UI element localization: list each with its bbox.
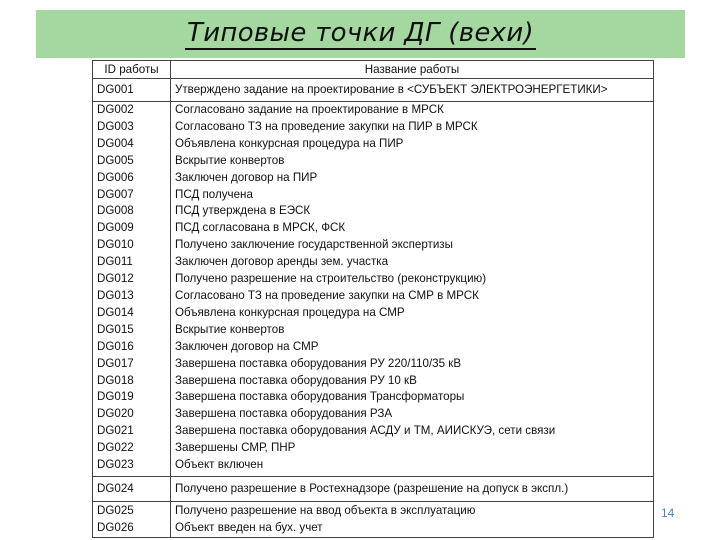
work-id: DG021 [97, 424, 134, 438]
work-id: DG022 [97, 441, 134, 455]
work-id: DG003 [97, 119, 134, 133]
work-name: Получено разрешение на ввод объекта в эксплуатацию [175, 504, 476, 517]
table-row [93, 502, 654, 538]
work-id: DG025 [97, 504, 134, 517]
table-row [93, 79, 654, 102]
work-id: DG010 [97, 238, 134, 252]
work-name: Завершены СМР, ПНР [175, 441, 296, 455]
name-cell [171, 79, 654, 102]
work-id: DG007 [97, 187, 134, 201]
work-name: Заключен договор на ПИР [175, 170, 318, 184]
id-cell [93, 502, 171, 538]
slide-title [36, 10, 685, 58]
work-id: DG013 [97, 288, 134, 302]
work-name: Заключен договор на СМР [175, 339, 319, 353]
work-id: DG015 [97, 322, 134, 336]
work-name: Согласовано задание на проектирование в МРСК [175, 103, 444, 116]
work-name: Завершена поставка оборудования Трансформаторы [175, 390, 465, 404]
work-id: DG012 [97, 272, 134, 286]
name-cell [171, 477, 654, 502]
work-id: DG004 [97, 136, 134, 150]
work-id: DG009 [97, 221, 134, 235]
name-cell [171, 502, 654, 538]
work-id: DG024 [97, 482, 134, 495]
work-name: Завершена поставка оборудования РУ 10 кВ [175, 373, 417, 387]
work-name: Согласовано ТЗ на проведение закупки на СМР в МРСК [175, 288, 479, 302]
work-name: Объявлена конкурсная процедура на ПИР [175, 136, 404, 150]
work-name: Заключен договор аренды зем. участка [175, 255, 389, 269]
work-name: Завершена поставка оборудования РУ 220/110/35 кВ [175, 356, 462, 370]
work-id: DG001 [97, 83, 134, 96]
work-id: DG017 [97, 356, 134, 370]
work-name: Получено разрешение на строительство (реконструкцию) [175, 272, 487, 286]
work-id: DG019 [97, 390, 134, 404]
table-row [93, 477, 654, 502]
work-name: Объявлена конкурсная процедура на СМР [175, 305, 405, 319]
milestones-table [92, 60, 654, 538]
work-id: DG002 [97, 103, 134, 116]
work-name: Объект введен на бух. учет [175, 520, 323, 534]
work-name: Получено разрешение в Ростехнадзоре (разрешение на допуск в экспл.) [175, 482, 569, 495]
id-cell [93, 477, 171, 502]
work-name: ПСД утверждена в ЕЭСК [175, 204, 311, 218]
table-row [93, 102, 654, 477]
work-name: Получено заключение государственной экспертизы [175, 238, 453, 252]
work-name: Вскрытие конвертов [175, 322, 285, 336]
work-name: Завершена поставка оборудования РЗА [175, 407, 393, 421]
work-name: Завершена поставка оборудования АСДУ и ТМ, АИИСКУЭ, сети связи [175, 424, 556, 438]
work-id: DG011 [97, 255, 133, 269]
name-cell [171, 102, 654, 477]
work-name: ПСД получена [175, 187, 253, 201]
slide-title-text: Типовые точки ДГ (вехи) [187, 18, 534, 48]
work-id: DG005 [97, 153, 134, 167]
id-cell [93, 102, 171, 477]
work-id: DG026 [97, 520, 134, 534]
header-id: ID работы [93, 61, 171, 79]
table-header-row [93, 61, 654, 79]
work-id: DG023 [97, 458, 134, 472]
work-name: Вскрытие конвертов [175, 153, 285, 167]
id-cell [93, 79, 171, 102]
work-id: DG018 [97, 373, 134, 387]
work-id: DG020 [97, 407, 134, 421]
work-name: Объект включен [175, 458, 264, 472]
work-name: ПСД согласована в МРСК, ФСК [175, 221, 346, 235]
work-name: Утверждено задание на проектирование в <СУБЪЕКТ ЭЛЕКТРОЭНЕРГЕТИКИ> [175, 83, 608, 96]
page-number: 14 [661, 506, 675, 520]
work-id: DG008 [97, 204, 134, 218]
work-id: DG006 [97, 170, 134, 184]
work-name: Согласовано ТЗ на проведение закупки на ПИР в МРСК [175, 119, 478, 133]
work-id: DG016 [97, 339, 134, 353]
work-id: DG014 [97, 305, 134, 319]
header-name: Название работы [171, 61, 654, 79]
